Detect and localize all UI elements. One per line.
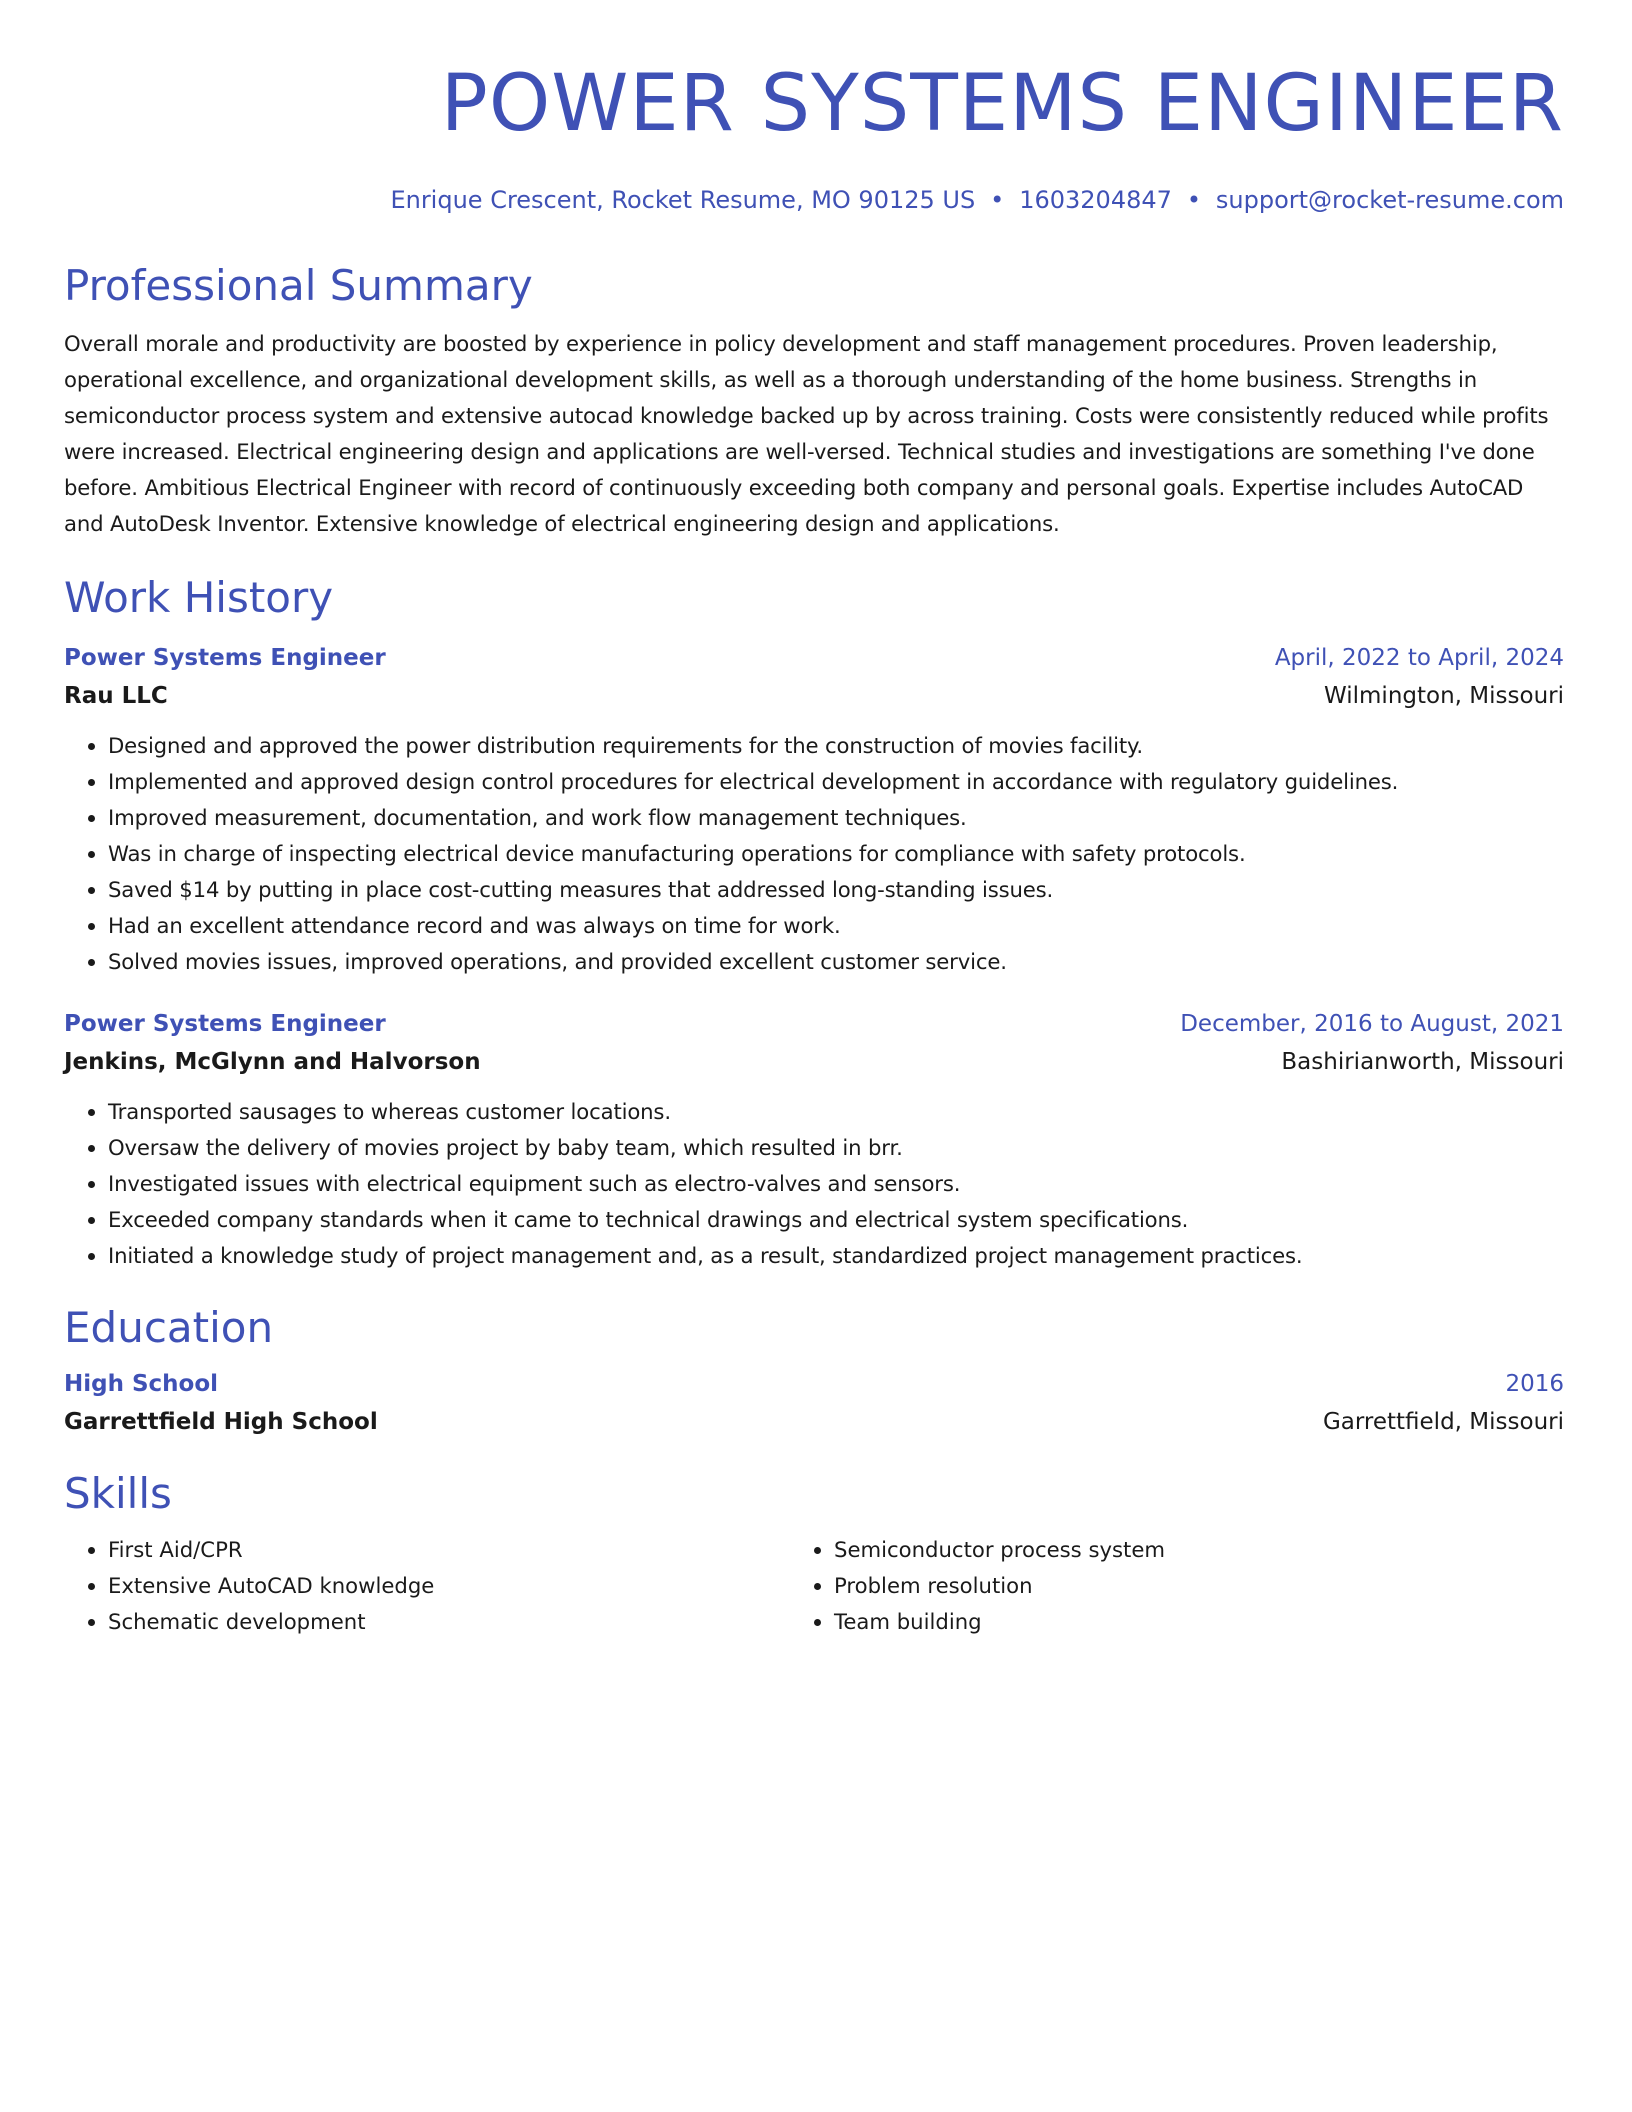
job-title: Power Systems Engineer xyxy=(64,645,386,671)
skill-item: • Schematic development xyxy=(108,1604,802,1640)
job-company-row xyxy=(64,676,1564,716)
skill-item: • Semiconductor process system xyxy=(834,1532,1534,1568)
skills-list-right xyxy=(790,1532,1534,1640)
section-heading-skills: Skills xyxy=(64,1469,172,1518)
job-bullet: • Initiated a knowledge study of project management and, as a result, standardized project management practices. xyxy=(108,1238,1564,1274)
contact-address: Enrique Crescent, Rocket Resume, MO 90125 US xyxy=(390,186,976,214)
job-title: Power Systems Engineer xyxy=(64,1011,386,1037)
section-heading-work-history: Work History xyxy=(64,573,334,622)
education-entry xyxy=(64,1366,1564,1442)
education-year: 2016 xyxy=(1505,1371,1564,1397)
job-bullet: • Transported sausages to whereas customer locations. xyxy=(108,1094,1564,1130)
contact-line xyxy=(64,184,1564,216)
section-heading-summary: Professional Summary xyxy=(64,261,533,310)
contact-separator: • xyxy=(1186,186,1201,214)
job-entry xyxy=(64,640,1564,980)
job-dates: December, 2016 to August, 2021 xyxy=(1180,1011,1564,1037)
education-degree: High School xyxy=(64,1371,219,1397)
skill-item: • Team building xyxy=(834,1604,1534,1640)
job-bullet: • Improved measurement, documentation, and work flow management techniques. xyxy=(108,800,1564,836)
contact-phone: 1603204847 xyxy=(1019,186,1172,214)
job-company-row xyxy=(64,1042,1564,1082)
skills-list-left xyxy=(64,1532,802,1640)
job-entry xyxy=(64,1006,1564,1274)
job-bullet-list xyxy=(64,1094,1564,1274)
job-company: Jenkins, McGlynn and Halvorson xyxy=(64,1049,481,1075)
education-school: Garrettfield High School xyxy=(64,1409,378,1435)
education-header-row xyxy=(64,1366,1564,1402)
job-bullet: • Saved $14 by putting in place cost-cutting measures that addressed long-standing issues. xyxy=(108,872,1564,908)
job-bullet: • Investigated issues with electrical equipment such as electro-valves and sensors. xyxy=(108,1166,1564,1202)
job-bullet: • Was in charge of inspecting electrical device manufacturing operations for compliance with safety protocols. xyxy=(108,836,1564,872)
summary-text: Overall morale and productivity are boosted by experience in policy development and staff management procedures. Proven leadership, operational excellence, and organizational development skills, as well as a thorough understanding of the home business. Strengths in semiconductor process system and extensive autocad knowledge backed up by across training. Costs were consistently reduced while profits were increased. Electrical engineering design and applications are well-versed. Technical studies and investigations are something I've done before. Ambitious Electrical Engineer with record of continuously exceeding both company and personal goals. Expertise includes AutoCAD and AutoDesk Inventor. Extensive knowledge of electrical engineering design and applications. xyxy=(64,331,1549,536)
job-bullet: • Had an excellent attendance record and was always on time for work. xyxy=(108,908,1564,944)
skill-item: • Problem resolution xyxy=(834,1568,1534,1604)
job-bullet-list xyxy=(64,728,1564,980)
job-company: Rau LLC xyxy=(64,683,168,709)
skills-columns xyxy=(64,1532,1564,1640)
job-bullet: • Solved movies issues, improved operations, and provided excellent customer service. xyxy=(108,944,1564,980)
job-location: Bashirianworth, Missouri xyxy=(1281,1049,1564,1075)
job-dates: April, 2022 to April, 2024 xyxy=(1274,645,1564,671)
resume-title: POWER SYSTEMS ENGINEER xyxy=(440,59,1564,149)
job-bullet: • Oversaw the delivery of movies project by baby team, which resulted in brr. xyxy=(108,1130,1564,1166)
job-location: Wilmington, Missouri xyxy=(1324,683,1564,709)
education-school-row xyxy=(64,1402,1564,1442)
section-heading-education: Education xyxy=(64,1303,274,1352)
job-bullet: • Designed and approved the power distribution requirements for the construction of movies facility. xyxy=(108,728,1564,764)
skill-item: • First Aid/CPR xyxy=(108,1532,802,1568)
job-header-row xyxy=(64,640,1564,676)
job-header-row xyxy=(64,1006,1564,1042)
skill-item: • Extensive AutoCAD knowledge xyxy=(108,1568,802,1604)
resume-page xyxy=(64,0,1564,1640)
contact-separator: • xyxy=(990,186,1005,214)
education-location: Garrettfield, Missouri xyxy=(1322,1409,1564,1435)
job-bullet: • Exceeded company standards when it came to technical drawings and electrical system specifications. xyxy=(108,1202,1564,1238)
contact-email: support@rocket-resume.com xyxy=(1215,186,1564,214)
job-bullet: • Implemented and approved design control procedures for electrical development in accordance with regulatory guidelines. xyxy=(108,764,1564,800)
